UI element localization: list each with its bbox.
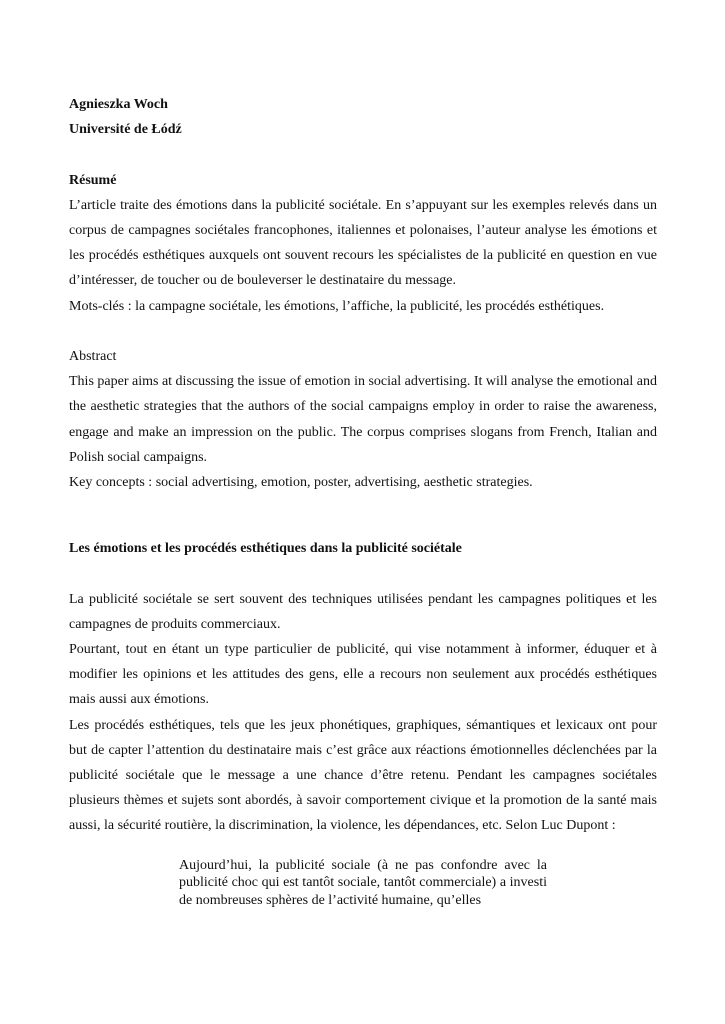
abstract-body: This paper aims at discussing the issue of emotion in social advertising. It will analyse the emotional and the aesthetic strategies that the authors of the social campaigns employ in order to raise the awareness, engage and make an impression on the public. The corpus comprises slogans from French, Italian and Polish social campaigns. — [69, 374, 657, 465]
spacer — [69, 495, 657, 536]
article-paragraph: Les procédés esthétiques, tels que les jeux phonétiques, graphiques, sémantiques et lexicaux ont pour but de capter l’attention du destinataire mais c’est grâce aux réactions émotionnelles déclenchées par la publicité sociétale que le message a une chance d’être retenu. Pendant les campagnes sociétales plusieurs thèmes et sujets sont abordés, à savoir comportement civique et la promotion de la santé mais aussi, la sécurité routière, la discrimination, la violence, les dépendances, etc. Selon Luc Dupont : — [69, 717, 657, 834]
abstract-keywords: Key concepts : social advertising, emotion, poster, advertising, aesthetic strategies. — [69, 475, 533, 491]
author-name: Agnieszka Woch — [69, 97, 168, 112]
resume-heading: Résumé — [69, 172, 117, 188]
article-paragraph: Pourtant, tout en étant un type particulier de publicité, qui vise notamment à informer, éduquer et à modifier les opinions et les attitudes des gens, elle a recours non seulement aux procédés esthétiques mais aussi aux émotions. — [69, 642, 657, 708]
abstract-heading: Abstract — [69, 349, 117, 364]
article-paragraph: La publicité sociétale se sert souvent des techniques utilisées pendant les campagnes politiques et les campagnes de produits commerciaux. — [69, 591, 657, 632]
spacer — [69, 561, 657, 586]
spacer — [69, 142, 657, 167]
spacer — [69, 319, 657, 344]
article-title: Les émotions et les procédés esthétiques dans la publicité sociétale — [69, 541, 462, 557]
block-quote: Aujourd’hui, la publicité sociale (à ne pas confondre avec la publicité choc qui est tantôt sociale, tantôt commerciale) a investi de nombreuses sphères de l’activité humaine, qu’elles — [179, 857, 547, 908]
author-affiliation: Université de Łódź — [69, 122, 182, 138]
resume-body: L’article traite des émotions dans la publicité sociétale. En s’appuyant sur les exemples relevés dans un corpus de campagnes sociétales francophones, italiennes et polonaises, l’auteur analyse les émotions et les procédés esthétiques auxquels ont souvent recours les spécialistes de la publicité en question en vue d’intéresser, de toucher ou de bouleverser le destinataire du message. — [69, 197, 657, 289]
resume-keywords: Mots-clés : la campagne sociétale, les émotions, l’affiche, la publicité, les procédés esthétiques. — [69, 298, 605, 314]
